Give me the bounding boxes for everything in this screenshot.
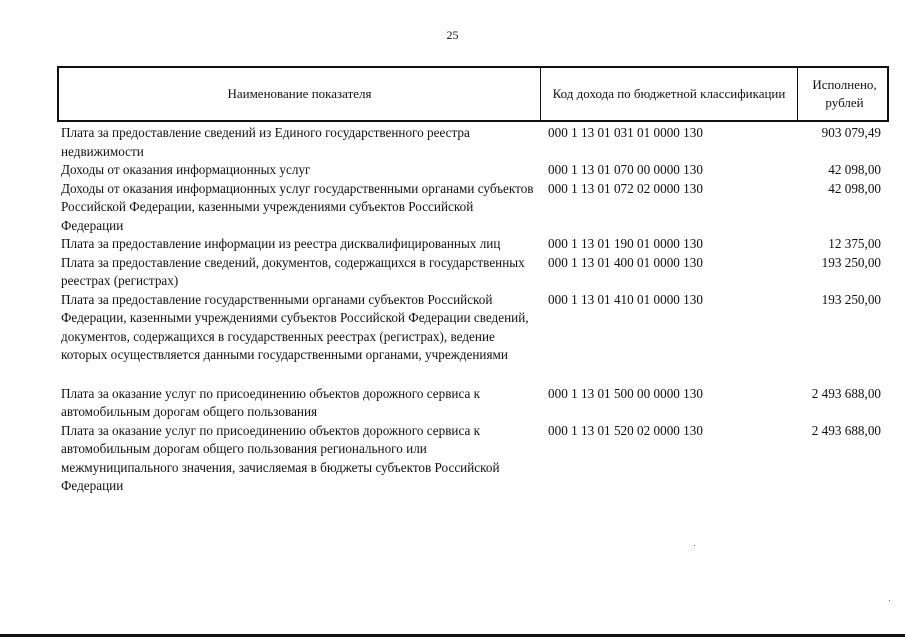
row-amount: 193 250,00 [821,254,881,270]
scan-speck [889,600,890,601]
row-code: 000 1 13 01 410 01 0000 130 [548,291,703,307]
table-row [57,235,889,254]
row-amount: 42 098,00 [828,180,881,196]
row-code: 000 1 13 01 500 00 0000 130 [548,385,703,401]
table-row [57,180,889,236]
table-header [57,66,889,122]
page-bottom-edge [0,634,905,637]
row-name: Плата за предоставление сведений из Единого государственного реестра недвижимости [61,125,470,159]
row-amount: 2 493 688,00 [811,422,881,438]
row-code: 000 1 13 01 190 01 0000 130 [548,236,703,251]
row-code: 000 1 13 01 400 01 0000 130 [548,254,703,270]
row-gap [57,365,889,385]
header-budget-code: Код дохода по бюджетной классификации [540,68,797,120]
row-name: Плата за оказание услуг по присоединению объектов дорожного сервиса к автомобильным дорогам общего пользования [61,385,481,419]
row-amount: 193 250,00 [821,291,881,307]
table-row [57,385,889,422]
table-row [57,161,889,180]
revenue-table [57,66,889,496]
scan-speck [694,545,695,546]
table-row [57,422,889,496]
row-name: Плата за предоставление государственными органами субъектов Российской Федерации, казенными учреждениями субъектов Российской Федерации сведений, документов, содержащихся в государственных реестрах (регистрах), ведение которых осуществляется данными государственными органами, учреждениями [61,291,529,362]
row-code: 000 1 13 01 070 00 0000 130 [548,162,703,177]
row-amount: 903 079,49 [821,125,881,140]
table-row [57,291,889,365]
row-name: Плата за предоставление информации из реестра дисквалифицированных лиц [61,236,501,251]
row-amount: 2 493 688,00 [811,385,881,401]
table-row [57,254,889,291]
table-row [57,124,889,161]
row-code: 000 1 13 01 072 02 0000 130 [548,180,703,196]
row-name: Доходы от оказания информационных услуг государственными органами субъектов Российской Федерации, казенными учреждениями субъектов Российской Федерации [61,180,534,233]
row-name: Плата за оказание услуг по присоединению объектов дорожного сервиса к автомобильным дорогам общего пользования регионального или межмуниципального значения, зачисляемая в бюджеты субъектов Российской Федерации [61,422,500,493]
row-code: 000 1 13 01 520 02 0000 130 [548,422,703,438]
row-amount: 12 375,00 [828,236,881,251]
row-code: 000 1 13 01 031 01 0000 130 [548,125,703,140]
row-name: Доходы от оказания информационных услуг [61,162,311,177]
header-indicator-name: Наименование показателя [227,86,372,101]
row-amount: 42 098,00 [828,162,881,177]
header-executed-amount: Исполнено, рублей [797,68,891,120]
row-name: Плата за предоставление сведений, документов, содержащихся в государственных реестрах (регистрах) [61,254,525,288]
page-number: 25 [446,28,459,42]
